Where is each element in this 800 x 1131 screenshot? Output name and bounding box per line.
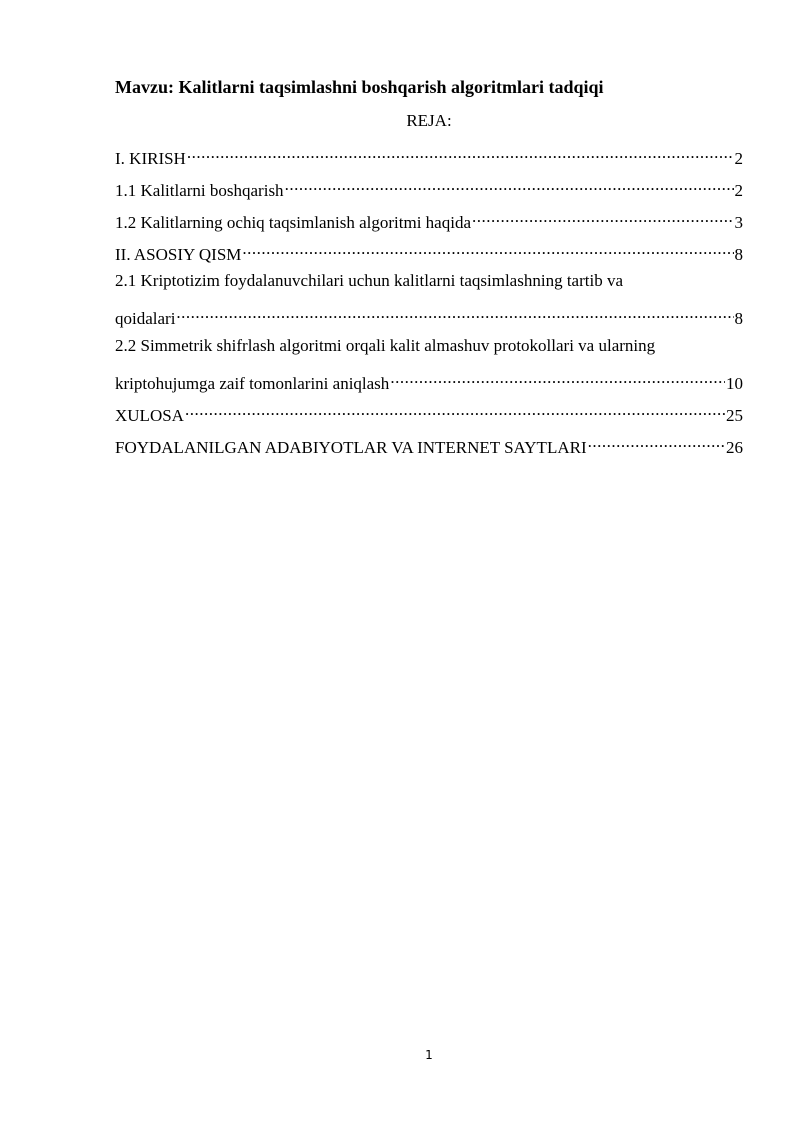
toc-entry-page: 26 [726, 438, 743, 457]
dot-leader [285, 174, 734, 196]
toc-entry-page: 10 [726, 374, 743, 393]
page-number: 1 [425, 1048, 433, 1062]
toc-entry-page: 3 [734, 213, 743, 232]
toc-entry-page: 25 [726, 406, 743, 425]
toc-heading: REJA: [406, 111, 452, 130]
document-title: Mavzu: Kalitlarni taqsimlashni boshqarish algoritmlari tadqiqi [115, 77, 604, 97]
toc-entry-kirish[interactable] [115, 142, 743, 168]
dot-leader [588, 431, 725, 453]
toc-entry-label: 1.2 Kalitlarning ochiq taqsimlanish algoritmi haqida [115, 213, 471, 232]
dot-leader [176, 302, 733, 324]
toc-entry-xulosa[interactable] [115, 399, 743, 425]
toc-entry-label-line1: 2.1 Kriptotizim foydalanuvchilari uchun kalitlarni taqsimlashning tartib va [115, 271, 623, 290]
toc-entry-label: FOYDALANILGAN ADABIYOTLAR VA INTERNET SAYTLARI [115, 438, 587, 457]
dot-leader [242, 238, 733, 260]
toc-entry-label: II. ASOSIY QISM [115, 245, 242, 264]
toc-entry-adabiyotlar[interactable] [115, 431, 743, 457]
toc-entry-label: I. KIRISH [115, 149, 186, 168]
toc-entry-label: qoidalari [115, 309, 176, 328]
toc-entry-ochiq-taqsimlanish[interactable] [115, 206, 743, 232]
toc-entry-label: kriptohujumga zaif tomonlarini aniqlash [115, 374, 390, 393]
toc-entry-page: 8 [734, 245, 743, 264]
dot-leader [185, 399, 725, 421]
toc-entry-page: 2 [734, 181, 743, 200]
toc-entry-label: 1.1 Kalitlarni boshqarish [115, 181, 284, 200]
toc-entry-label: XULOSA [115, 406, 184, 425]
toc-entry-simmetrik-shifrlash[interactable] [115, 367, 743, 393]
toc-entry-kalitlarni-boshqarish[interactable] [115, 174, 743, 200]
toc-entry-asosiy-qism[interactable] [115, 238, 743, 264]
toc-entry-label-line1: 2.2 Simmetrik shifrlash algoritmi orqali kalit almashuv protokollari va ularning [115, 336, 656, 355]
dot-leader [472, 206, 734, 228]
toc-entry-tartib-qoidalari[interactable] [115, 302, 743, 328]
toc-entry-page: 2 [734, 149, 743, 168]
toc-entry-page: 8 [734, 309, 743, 328]
dot-leader [187, 142, 734, 164]
dot-leader [390, 367, 725, 389]
